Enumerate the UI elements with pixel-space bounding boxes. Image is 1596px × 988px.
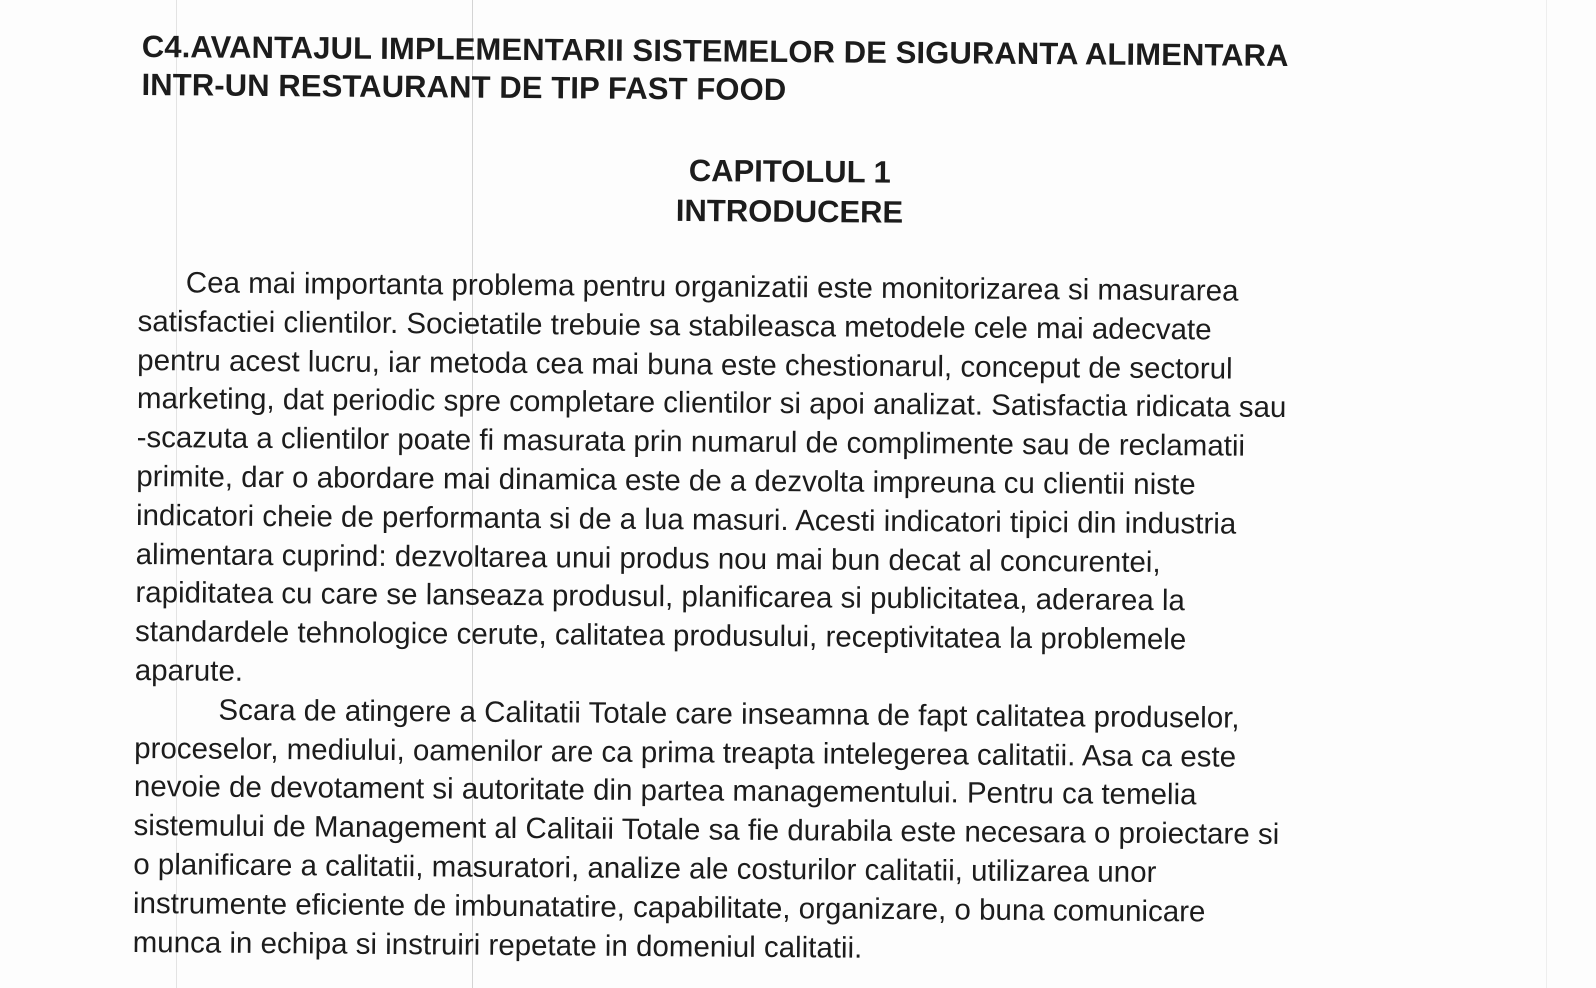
text-line: -scazuta a clientilor poate fi masurata prin numarul de complimente sau de reclamatii <box>136 421 1246 463</box>
scan-artifact-line <box>1546 0 1547 988</box>
text-line: nevoie de devotament si autoritate din partea managementului. Pentru ca temelia <box>133 770 1197 812</box>
paragraph-2 <box>133 691 1495 973</box>
text-line: munca in echipa si instruiri repetate in domeniul calitatii. <box>132 925 863 965</box>
title-line: INTR-UN RESTAURANT DE TIP FAST FOOD <box>141 66 787 108</box>
text-line: indicatori cheie de performanta si de a lua masuri. Acesti indicatori tipici din industria <box>135 498 1237 541</box>
text-line: satisfactiei clientilor. Societatile trebuie sa stabileasca metodele cele mai adecvate <box>137 304 1212 347</box>
text-line: o planificare a calitatii, masuratori, analize ale costurilor calitatii, utilizarea unor <box>133 847 1157 889</box>
paragraph-1 <box>135 264 1498 701</box>
text-line: proceselor, mediului, oamenilor are ca prima treapta intelegerea calitatii. Asa ca este <box>134 731 1237 774</box>
text-line: rapiditatea cu care se lanseaza produsul, planificarea si publicitatea, aderarea la <box>135 576 1186 618</box>
text-line: Scara de atingere a Calitatii Totale care inseamna de fapt calitatea produselor, <box>218 693 1240 735</box>
body-text <box>133 264 1498 973</box>
text-line: instrumente eficiente de imbunatatire, capabilitate, organizare, o buna comunicare <box>132 886 1206 929</box>
text-line: Cea mai importanta problema pentru organizatii este monitorizarea si masurarea <box>185 266 1239 308</box>
text-line: sistemului de Management al Calitaii Totale sa fie durabila este necesara o proiectare si <box>133 809 1280 852</box>
text-line: alimentara cuprind: dezvoltarea unui produs nou mai bun decat al concurentei, <box>135 537 1161 579</box>
chapter-title: INTRODUCERE <box>675 192 904 230</box>
chapter-number: CAPITOLUL 1 <box>688 153 892 190</box>
text-line: marketing, dat periodic spre completare clientilor si apoi analizat. Satisfactia ridicata sau <box>136 382 1287 425</box>
title-line: C4.AVANTAJUL IMPLEMENTARII SISTEMELOR DE SIGURANTA ALIMENTARA <box>141 28 1289 74</box>
text-line: aparute. <box>134 653 244 688</box>
text-line: primite, dar o abordare mai dinamica este de a dezvolta impreuna cu clientii niste <box>136 459 1196 502</box>
text-line: standardele tehnologice cerute, calitatea produsului, receptivitatea la problemele <box>134 615 1187 657</box>
chapter-heading <box>559 150 1020 234</box>
text-line: pentru acest lucru, iar metoda cea mai buna este chestionarul, conceput de sectorul <box>137 343 1233 386</box>
document-title <box>141 28 1442 114</box>
